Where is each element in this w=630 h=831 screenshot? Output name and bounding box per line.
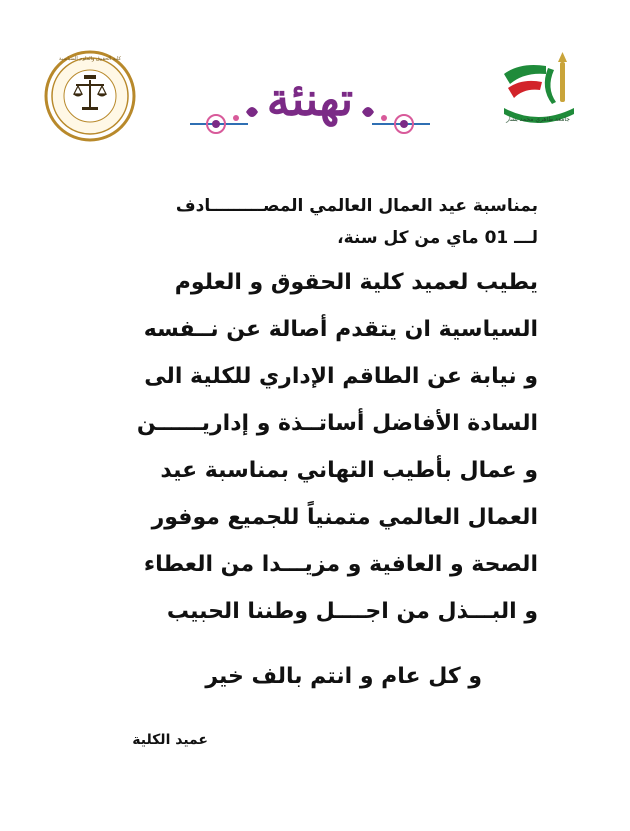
closing-line: و كل عام و انتم بالف خير — [205, 664, 482, 689]
body-line-6: العمال العالمي متمنياً للجميع موفور — [151, 505, 538, 530]
intro-line-1: بمناسبة عيد العمال العالمي المصـــــــــادف — [175, 196, 538, 216]
body-line-1: يطيب لعميد كلية الحقوق و العلوم — [174, 270, 538, 295]
faculty-logo — [44, 50, 136, 142]
greeting-title: تهنئة — [266, 72, 354, 126]
left-emblem-text: كلية الحقوق والعلوم السياسية — [59, 56, 121, 62]
body-line-2: السياسية ان يتقدم أصالة عن نــفسه — [143, 317, 538, 342]
body-line-3: و نيابة عن الطاقم الإداري للكلية الى — [144, 364, 538, 389]
signature: عميد الكلية — [132, 732, 208, 748]
body-line-4: السادة الأفاضل أساتــذة و إداريــــــن — [136, 411, 538, 436]
greeting-header — [186, 62, 434, 168]
body-line-5: و عمال بأطيب التهاني بمناسبة عيد — [160, 458, 538, 483]
intro-line-2: لـــ 01 ماي من كل سنة، — [337, 228, 538, 248]
university-logo — [490, 48, 586, 144]
body-line-8: و البـــذل من اجــــل وطننا الحبيب — [166, 599, 538, 624]
body-line-7: الصحة و العافية و مزيـــدا من العطاء — [143, 552, 538, 577]
right-emblem-text: جامعة طاهري محمد بشار — [506, 116, 570, 123]
